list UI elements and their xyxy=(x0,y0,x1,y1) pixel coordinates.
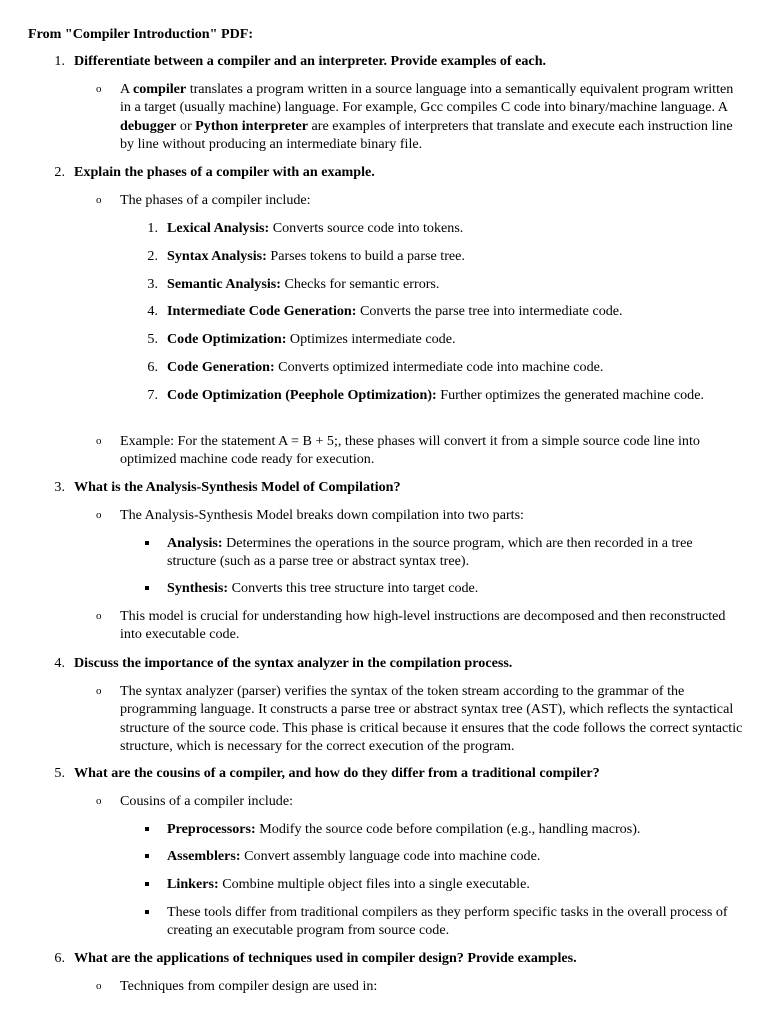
text-run: translates a program written in a source language into a semantically equivalent program written in a target (usually machine) language. For example, Gcc compiles C code into binary/machine language. A xyxy=(120,81,734,116)
term-debugger: debugger xyxy=(120,117,177,134)
term-python-interpreter: Python interpreter xyxy=(195,117,309,134)
phase-number: 5. xyxy=(147,331,158,347)
phase-item xyxy=(147,386,744,404)
phase-item xyxy=(147,219,744,237)
phase-desc: Converts source code into tokens. xyxy=(269,220,464,236)
phase-item xyxy=(147,302,744,320)
cousins-note: These tools differ from traditional compilers as they perform specific tasks in the overall process of creating an executable program from source code. xyxy=(167,903,744,940)
question-title: Discuss the importance of the syntax analyzer in the compilation process. xyxy=(74,655,513,671)
phase-item xyxy=(147,275,744,293)
cousin-desc: Convert assembly language code into machine code. xyxy=(240,848,541,864)
question-5 xyxy=(54,764,744,782)
phases-example: o Example: For the statement A = B + 5;, these phases will convert it from a simple source code line into optimized machine code ready for execution. xyxy=(120,432,744,469)
phase-number: 2. xyxy=(147,248,158,264)
cousin-item xyxy=(167,847,744,865)
phase-term: Code Optimization (Peephole Optimization): xyxy=(167,387,437,403)
cousin-desc: Combine multiple object files into a single executable. xyxy=(218,876,530,892)
cousin-term: Preprocessors: xyxy=(167,821,256,837)
phase-term: Code Generation: xyxy=(167,359,275,375)
question-title: What are the applications of techniques used in compiler design? Provide examples. xyxy=(74,950,577,966)
part-term: Analysis: xyxy=(167,535,223,551)
applications-intro: o Techniques from compiler design are used in: xyxy=(120,977,744,995)
question-title: What is the Analysis-Synthesis Model of Compilation? xyxy=(74,479,401,495)
phases-intro: o The phases of a compiler include: xyxy=(120,191,744,209)
part-desc: Determines the operations in the source program, which are then recorded in a tree structure (such as a parse tree or abstract syntax tree). xyxy=(167,535,693,570)
question-number: 2. xyxy=(54,164,65,180)
phase-desc: Further optimizes the generated machine code. xyxy=(436,387,705,403)
question-title: What are the cousins of a compiler, and how do they differ from a traditional compiler? xyxy=(74,765,600,781)
question-2 xyxy=(54,163,744,181)
phase-term: Lexical Analysis: xyxy=(167,220,270,236)
phase-term: Intermediate Code Generation: xyxy=(167,303,357,319)
model-intro: o The Analysis-Synthesis Model breaks down compilation into two parts: xyxy=(120,506,744,524)
question-number: 5. xyxy=(54,765,65,781)
question-number: 1. xyxy=(54,53,65,69)
cousin-item xyxy=(167,875,744,893)
question-title: Explain the phases of a compiler with an example. xyxy=(74,164,375,180)
text-run: A xyxy=(120,81,133,97)
term-compiler: compiler xyxy=(132,81,187,97)
phase-number: 1. xyxy=(147,220,158,236)
phase-desc: Parses tokens to build a parse tree. xyxy=(266,248,465,264)
cousins-intro: o Cousins of a compiler include: xyxy=(120,792,744,810)
phase-number: 7. xyxy=(147,387,158,403)
part-term: Synthesis: xyxy=(167,580,229,596)
phase-desc: Optimizes intermediate code. xyxy=(286,331,456,347)
model-part xyxy=(167,534,744,571)
phase-item xyxy=(147,358,744,376)
phase-number: 3. xyxy=(147,276,158,292)
phase-term: Syntax Analysis: xyxy=(167,248,267,264)
model-note: o This model is crucial for understanding how high-level instructions are decomposed and then reconstructed into executable code. xyxy=(120,607,744,644)
phase-number: 6. xyxy=(147,359,158,375)
phase-item xyxy=(147,330,744,348)
phase-term: Code Optimization: xyxy=(167,331,287,347)
phase-desc: Checks for semantic errors. xyxy=(280,276,440,292)
parser-answer: o The syntax analyzer (parser) verifies the syntax of the token stream according to the grammar of the programming language. It constructs a parse tree or abstract syntax tree (AST), which reflects the syntactical structure of the source code. This phase is critical because it ensures that the code follows the correct syntactic structure, which is necessary for the correct execution of the program. xyxy=(120,682,744,755)
question-title: Differentiate between a compiler and an interpreter. Provide examples of each. xyxy=(74,53,547,69)
cousin-term: Linkers: xyxy=(167,876,219,892)
question-number: 3. xyxy=(54,479,65,495)
phase-item xyxy=(147,247,744,265)
question-number: 6. xyxy=(54,950,65,966)
phase-desc: Converts the parse tree into intermediate code. xyxy=(356,303,623,319)
phase-desc: Converts optimized intermediate code into machine code. xyxy=(274,359,604,375)
question-3 xyxy=(54,478,744,496)
question-number: 4. xyxy=(54,655,65,671)
text-run: or xyxy=(176,117,196,134)
question-1 xyxy=(54,52,744,70)
question-6 xyxy=(54,949,744,967)
phase-number: 4. xyxy=(147,303,158,319)
text-run: are examples of interpreters that translate and execute each instruction line by line without producing an intermediate binary file. xyxy=(120,117,733,152)
answer-1-bullet xyxy=(120,80,744,153)
cousin-desc: Modify the source code before compilation (e.g., handling macros). xyxy=(255,821,641,837)
cousin-item xyxy=(167,820,744,838)
phase-term: Semantic Analysis: xyxy=(167,276,281,292)
cousin-term: Assemblers: xyxy=(167,848,241,864)
part-desc: Converts this tree structure into target code. xyxy=(228,580,479,596)
model-part xyxy=(167,579,744,597)
question-4 xyxy=(54,654,744,672)
source-title: From "Compiler Introduction" PDF: xyxy=(28,26,254,42)
